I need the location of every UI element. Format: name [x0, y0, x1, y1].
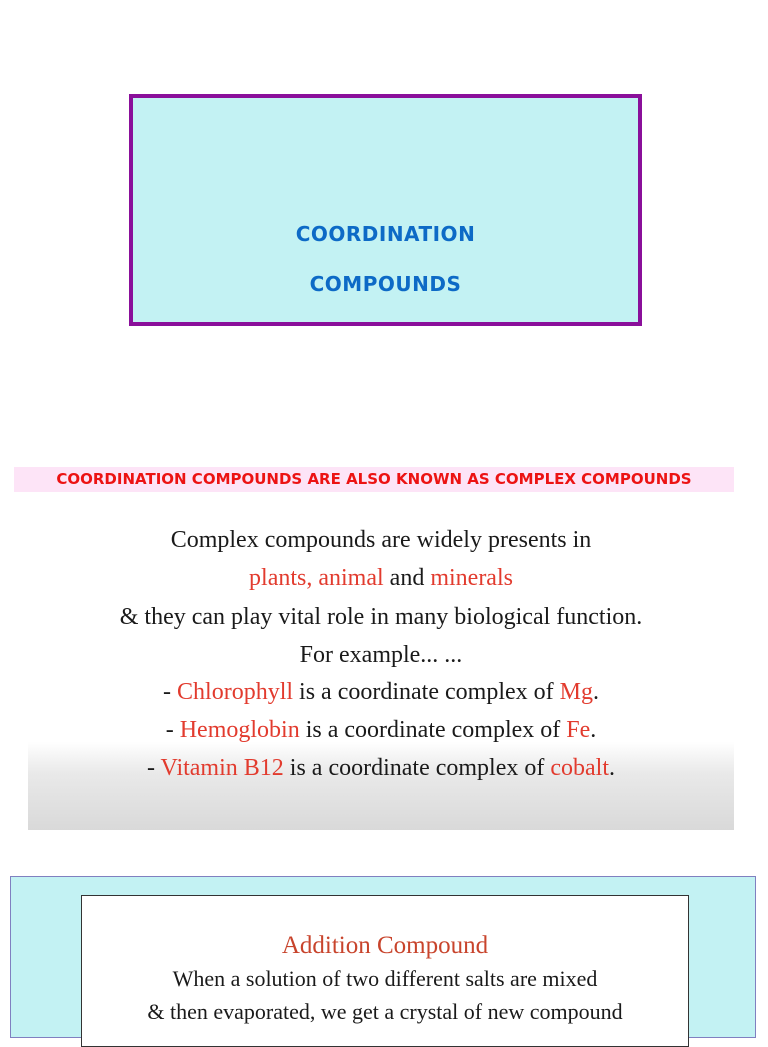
image-line-2: [28, 565, 734, 592]
image-line-1: Complex compounds are widely presents in: [170, 527, 592, 553]
example-middle: is a coordinate complex of: [293, 679, 560, 705]
example-element: Fe: [566, 717, 591, 743]
example-subject: Chlorophyll: [177, 679, 294, 705]
example-middle: is a coordinate complex of: [299, 717, 567, 743]
dash: -: [165, 717, 180, 743]
image-line-4: For example... ...: [299, 642, 463, 668]
and-text: and: [383, 565, 431, 591]
title-line-1: COORDINATION: [295, 222, 476, 246]
addition-compound-title: Addition Compound: [281, 932, 489, 959]
example-subject: Vitamin B12: [160, 755, 284, 781]
title-line-2: COMPOUNDS: [309, 272, 462, 296]
example-middle: is a coordinate complex of: [283, 755, 551, 781]
title-box: [129, 94, 642, 326]
example-element: Mg: [559, 679, 593, 705]
plants-animal-text: plants, animal: [249, 565, 384, 591]
image-line-3: & they can play vital role in many biological function.: [119, 604, 643, 630]
addition-compound-line-2: & then evaporated, we get a crystal of new compound: [147, 999, 623, 1024]
example-end: .: [592, 679, 599, 705]
addition-compound-card: [81, 895, 689, 1047]
dash: -: [146, 755, 161, 781]
example-subject: Hemoglobin: [179, 717, 300, 743]
minerals-text: minerals: [430, 565, 513, 591]
example-item-hemoglobin: [28, 717, 734, 744]
complex-compounds-image: [28, 515, 734, 830]
dash: -: [163, 679, 178, 705]
example-item-chlorophyll: [28, 679, 734, 706]
example-end: .: [590, 717, 597, 743]
example-item-vitamin-b12: [28, 755, 734, 782]
addition-compound-line-1: When a solution of two different salts are mixed: [172, 966, 598, 991]
addition-compound-panel: [10, 876, 756, 1038]
highlight-banner: COORDINATION COMPOUNDS ARE ALSO KNOWN AS COMPLEX COMPOUNDS: [14, 467, 734, 492]
example-element: cobalt: [550, 755, 609, 781]
example-end: .: [609, 755, 615, 781]
